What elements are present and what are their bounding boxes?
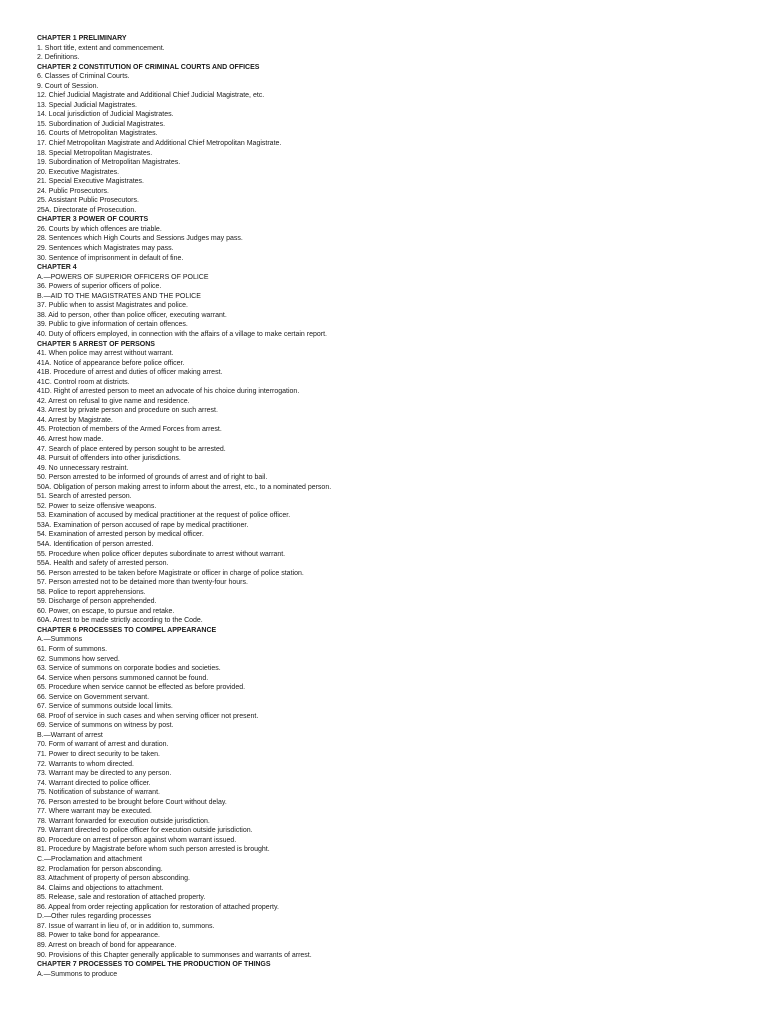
section-item: 49. No unnecessary restraint.	[37, 464, 129, 472]
section-item: 60A. Arrest to be made strictly according to the Code.	[37, 617, 203, 625]
chapter-heading: CHAPTER 1 PRELIMINARY	[37, 35, 127, 42]
section-item: A.—Summons to produce	[37, 970, 118, 978]
section-item: 75. Notification of substance of warrant.	[37, 789, 160, 797]
section-item: 88. Power to take bond for appearance.	[37, 932, 160, 940]
section-item: 50A. Obligation of person making arrest to inform about the arrest, etc., to a nominated person.	[37, 483, 332, 491]
section-item: 30. Sentence of imprisonment in default of fine.	[37, 254, 184, 262]
section-item: 62. Summons how served.	[37, 655, 120, 663]
section-item: 12. Chief Judicial Magistrate and Additional Chief Judicial Magistrate, etc.	[37, 92, 265, 100]
section-item: 37. Public when to assist Magistrates and police.	[37, 302, 188, 310]
section-item: 84. Claims and objections to attachment.	[37, 884, 164, 892]
section-item: 65. Procedure when service cannot be effected as before provided.	[37, 684, 246, 692]
chapter-heading: CHAPTER 3 POWER OF COURTS	[37, 216, 149, 224]
section-item: B.—AID TO THE MAGISTRATES AND THE POLICE	[37, 292, 201, 300]
section-item: 81. Procedure by Magistrate before whom such person arrested is brought.	[37, 846, 270, 854]
section-item: 72. Warrants to whom directed.	[37, 760, 135, 768]
section-item: A.—Summons	[37, 636, 83, 644]
section-item: 15. Subordination of Judicial Magistrates.	[37, 120, 166, 128]
section-item: 73. Warrant may be directed to any person.	[37, 770, 172, 778]
section-item: 41. When police may arrest without warrant.	[37, 350, 174, 358]
table-of-contents	[37, 34, 748, 979]
section-item: 78. Warrant forwarded for execution outside jurisdiction.	[37, 817, 210, 825]
section-item: 38. Aid to person, other than police officer, executing warrant.	[37, 311, 227, 319]
section-item: C.—Proclamation and attachment	[37, 856, 143, 864]
section-item: 59. Discharge of person apprehended.	[37, 598, 157, 606]
section-item: 79. Warrant directed to police officer for execution outside jurisdiction.	[37, 827, 253, 835]
section-item: 25A. Directorate of Prosecution.	[37, 206, 137, 214]
chapter-heading: CHAPTER 6 PROCESSES TO COMPEL APPEARANCE	[37, 626, 217, 634]
section-item: 24. Public Prosecutors.	[37, 187, 109, 195]
section-item: 87. Issue of warrant in lieu of, or in addition to, summons.	[37, 922, 215, 930]
section-item: 67. Service of summons outside local limits.	[37, 703, 173, 711]
section-item: 2. Definitions.	[37, 54, 80, 62]
section-item: 70. Form of warrant of arrest and duration.	[37, 741, 169, 749]
section-item: 25. Assistant Public Prosecutors.	[37, 197, 139, 205]
section-item: 17. Chief Metropolitan Magistrate and Additional Chief Metropolitan Magistrate.	[37, 140, 282, 148]
chapter-heading: CHAPTER 2 CONSTITUTION OF CRIMINAL COURTS AND OFFICES	[37, 63, 260, 71]
section-item: 41C. Control room at districts.	[37, 378, 130, 386]
section-item: 6. Classes of Criminal Courts.	[37, 73, 130, 81]
chapter-heading: CHAPTER 5 ARREST OF PERSONS	[37, 340, 155, 348]
section-item: 82. Proclamation for person absconding.	[37, 865, 163, 873]
section-item: 53A. Examination of person accused of rape by medical practitioner.	[37, 521, 249, 529]
section-item: 21. Special Executive Magistrates.	[37, 178, 144, 186]
section-item: 51. Search of arrested person.	[37, 493, 132, 501]
section-item: 43. Arrest by private person and procedure on such arrest.	[37, 407, 218, 415]
section-item: 29. Sentences which Magistrates may pass.	[37, 245, 174, 253]
section-item: 58. Police to report apprehensions.	[37, 588, 146, 596]
section-item: B.—Warrant of arrest	[37, 731, 103, 739]
section-item: 45. Protection of members of the Armed Forces from arrest.	[37, 426, 222, 434]
section-item: 14. Local jurisdiction of Judicial Magistrates.	[37, 111, 174, 119]
section-item: 86. Appeal from order rejecting application for restoration of attached property.	[37, 903, 279, 911]
chapter-heading: CHAPTER 7 PROCESSES TO COMPEL THE PRODUCTION OF THINGS	[37, 961, 271, 969]
section-item: 74. Warrant directed to police officer.	[37, 779, 151, 787]
section-item: 63. Service of summons on corporate bodies and societies.	[37, 665, 221, 673]
section-item: 54A. Identification of person arrested.	[37, 540, 154, 548]
section-item: 54. Examination of arrested person by medical officer.	[37, 531, 204, 539]
section-item: 48. Pursuit of offenders into other jurisdictions.	[37, 455, 181, 463]
section-item: 1. Short title, extent and commencement.	[37, 44, 165, 52]
section-item: 68. Proof of service in such cases and when serving officer not present.	[37, 712, 259, 720]
section-item: 42. Arrest on refusal to give name and residence.	[37, 397, 190, 405]
chapter-heading: CHAPTER 4	[37, 264, 77, 272]
section-item: 50. Person arrested to be informed of grounds of arrest and of right to bail.	[37, 474, 268, 482]
section-item: 85. Release, sale and restoration of attached property.	[37, 894, 206, 902]
section-item: 61. Form of summons.	[37, 646, 108, 653]
section-item: 18. Special Metropolitan Magistrates.	[37, 149, 153, 157]
section-item: 57. Person arrested not to be detained more than twenty-four hours.	[37, 579, 248, 587]
section-item: 56. Person arrested to be taken before Magistrate or officer in charge of police station.	[37, 569, 304, 577]
section-item: 83. Attachment of property of person absconding.	[37, 875, 190, 883]
section-item: 76. Person arrested to be brought before Court without delay.	[37, 798, 227, 806]
section-item: 64. Service when persons summoned cannot be found.	[37, 674, 209, 682]
section-item: 41B. Procedure of arrest and duties of officer making arrest.	[37, 369, 223, 377]
section-item: 69. Service of summons on witness by post.	[37, 722, 174, 730]
section-item: 44. Arrest by Magistrate.	[37, 416, 113, 424]
section-item: 28. Sentences which High Courts and Sessions Judges may pass.	[37, 235, 243, 243]
section-item: 53. Examination of accused by medical practitioner at the request of police officer.	[37, 512, 291, 520]
section-item: A.—POWERS OF SUPERIOR OFFICERS OF POLICE	[37, 273, 209, 281]
section-item: 52. Power to seize offensive weapons.	[37, 502, 157, 510]
section-item: 55A. Health and safety of arrested person.	[37, 560, 169, 568]
section-item: 55. Procedure when police officer deputes subordinate to arrest without warrant.	[37, 550, 286, 558]
section-item: 9. Court of Session.	[37, 82, 99, 90]
section-item: 90. Provisions of this Chapter generally applicable to summonses and warrants of arrest.	[37, 951, 312, 959]
section-item: 89. Arrest on breach of bond for appearance.	[37, 941, 177, 949]
section-item: 47. Search of place entered by person sought to be arrested.	[37, 445, 226, 453]
section-item: D.—Other rules regarding processes	[37, 913, 151, 921]
section-item: 46. Arrest how made.	[37, 435, 104, 443]
section-item: 20. Executive Magistrates.	[37, 168, 120, 176]
section-item: 80. Procedure on arrest of person against whom warrant issued.	[37, 836, 237, 844]
section-item: 13. Special Judicial Magistrates.	[37, 101, 137, 109]
section-item: 19. Subordination of Metropolitan Magistrates.	[37, 159, 181, 167]
section-item: 71. Power to direct security to be taken.	[37, 751, 160, 759]
section-item: 41D. Right of arrested person to meet an advocate of his choice during interrogation.	[37, 388, 300, 396]
section-item: 40. Duty of officers employed, in connection with the affairs of a village to make certain report.	[37, 330, 328, 338]
section-item: 26. Courts by which offences are triable.	[37, 225, 162, 233]
section-item: 36. Powers of superior officers of police.	[37, 283, 162, 291]
section-item: 77. Where warrant may be executed.	[37, 808, 152, 816]
section-item: 60. Power, on escape, to pursue and retake.	[37, 607, 175, 615]
section-item: 16. Courts of Metropolitan Magistrates.	[37, 130, 158, 138]
section-item: 39. Public to give information of certain offences.	[37, 321, 188, 329]
section-item: 66. Service on Government servant.	[37, 693, 150, 701]
section-item: 41A. Notice of appearance before police officer.	[37, 359, 185, 367]
